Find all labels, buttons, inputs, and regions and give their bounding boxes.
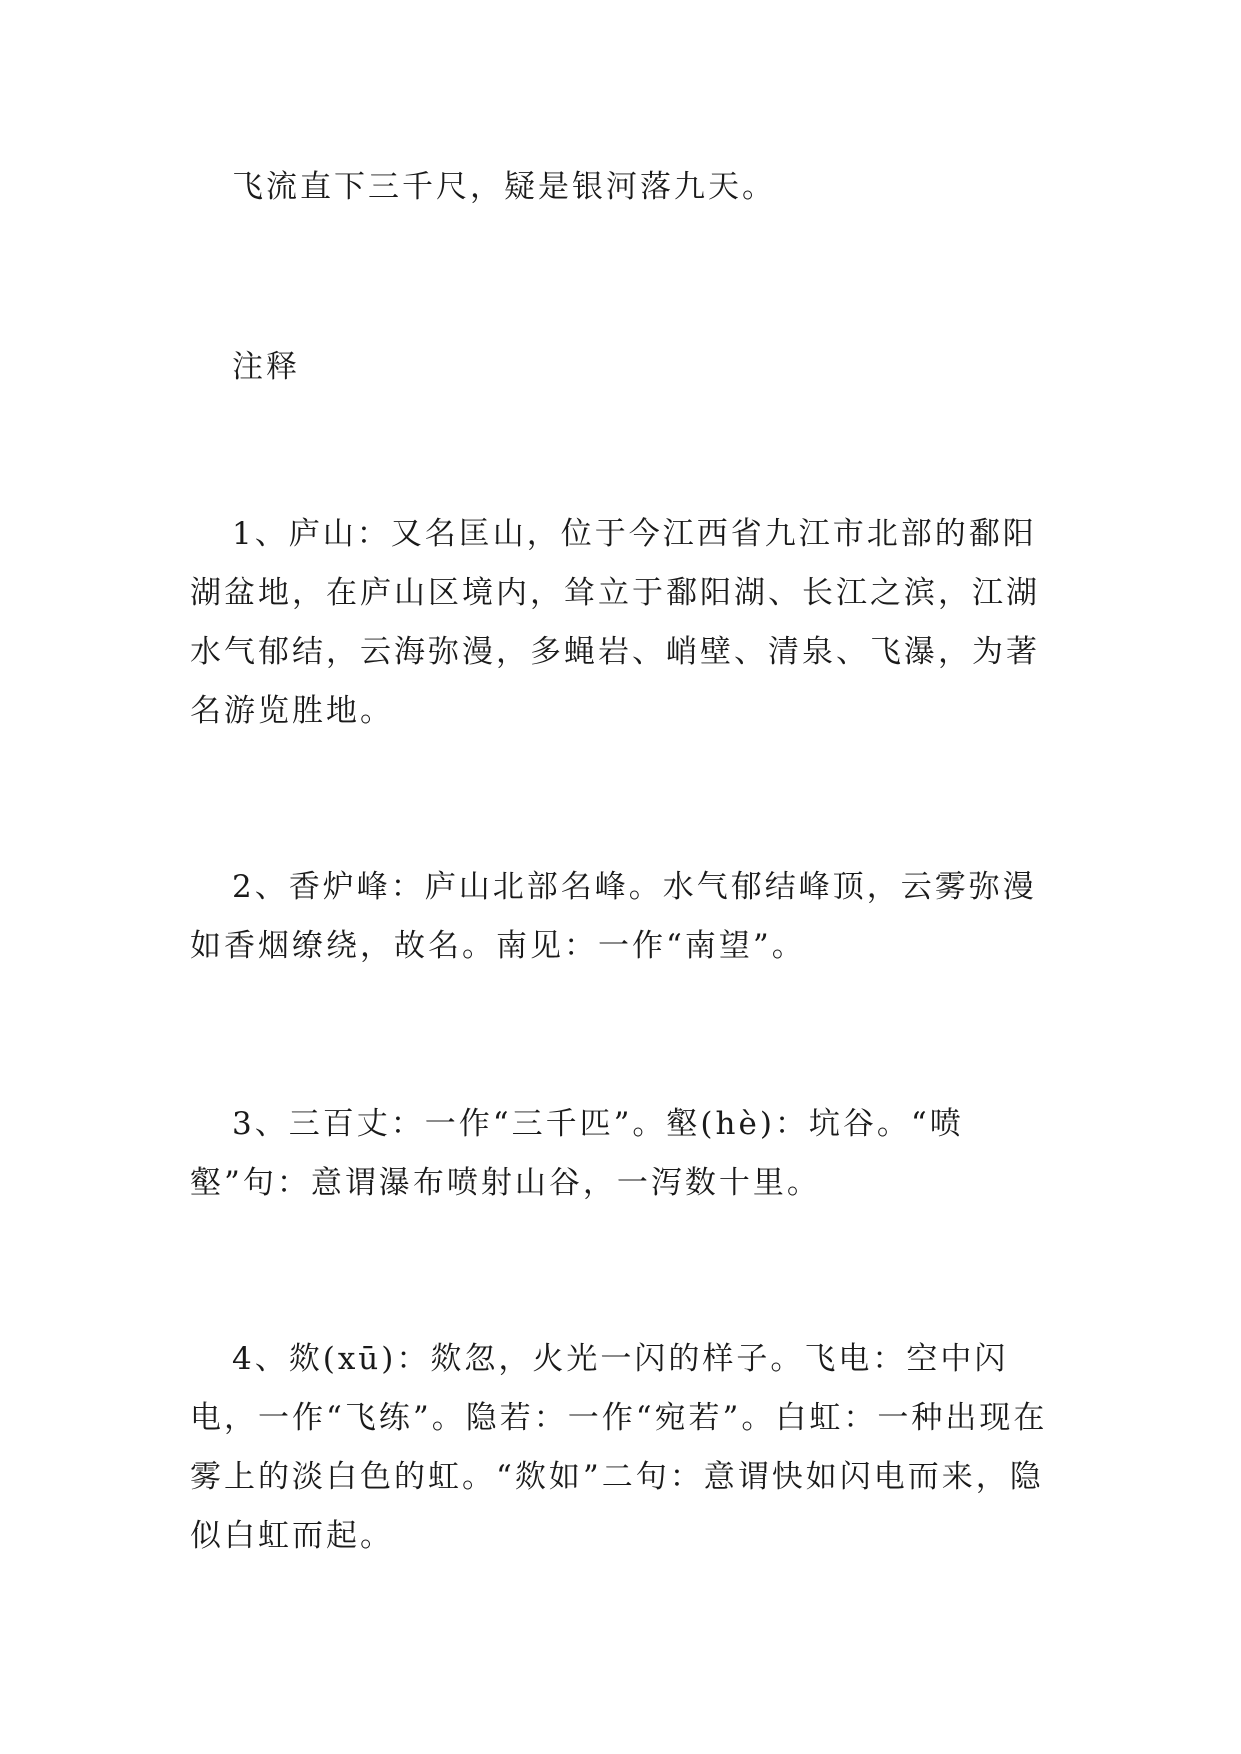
note-paragraph: 1、庐山：又名匡山，位于今江西省九江市北部的鄱阳湖盆地，在庐山区境内，耸立于鄱阳湖、长江之滨，江湖水气郁结，云海弥漫，多蝇岩、峭壁、清泉、飞瀑，为著名游览胜地。 bbox=[190, 516, 1040, 729]
note-paragraph: 3、三百丈：一作“三千匹”。壑(hè)：坑谷。“喷壑”句：意谓瀑布喷射山谷，一泻数十里。 bbox=[190, 1106, 964, 1201]
poem-line: 飞流直下三千尺，疑是银河落九天。 bbox=[232, 169, 776, 205]
note-paragraph: 4、欻(xū)：欻忽，火光一闪的样子。飞电：空中闪电，一作“飞练”。隐若：一作“宛若”。白虹：一种出现在雾上的淡白色的虹。“欻如”二句：意谓快如闪电而来，隐似白虹而起。 bbox=[190, 1341, 1048, 1554]
notes-heading: 注释 bbox=[232, 349, 300, 385]
note-paragraph: 2、香炉峰：庐山北部名峰。水气郁结峰顶，云雾弥漫如香烟缭绕，故名。南见：一作“南望”。 bbox=[190, 869, 1037, 964]
